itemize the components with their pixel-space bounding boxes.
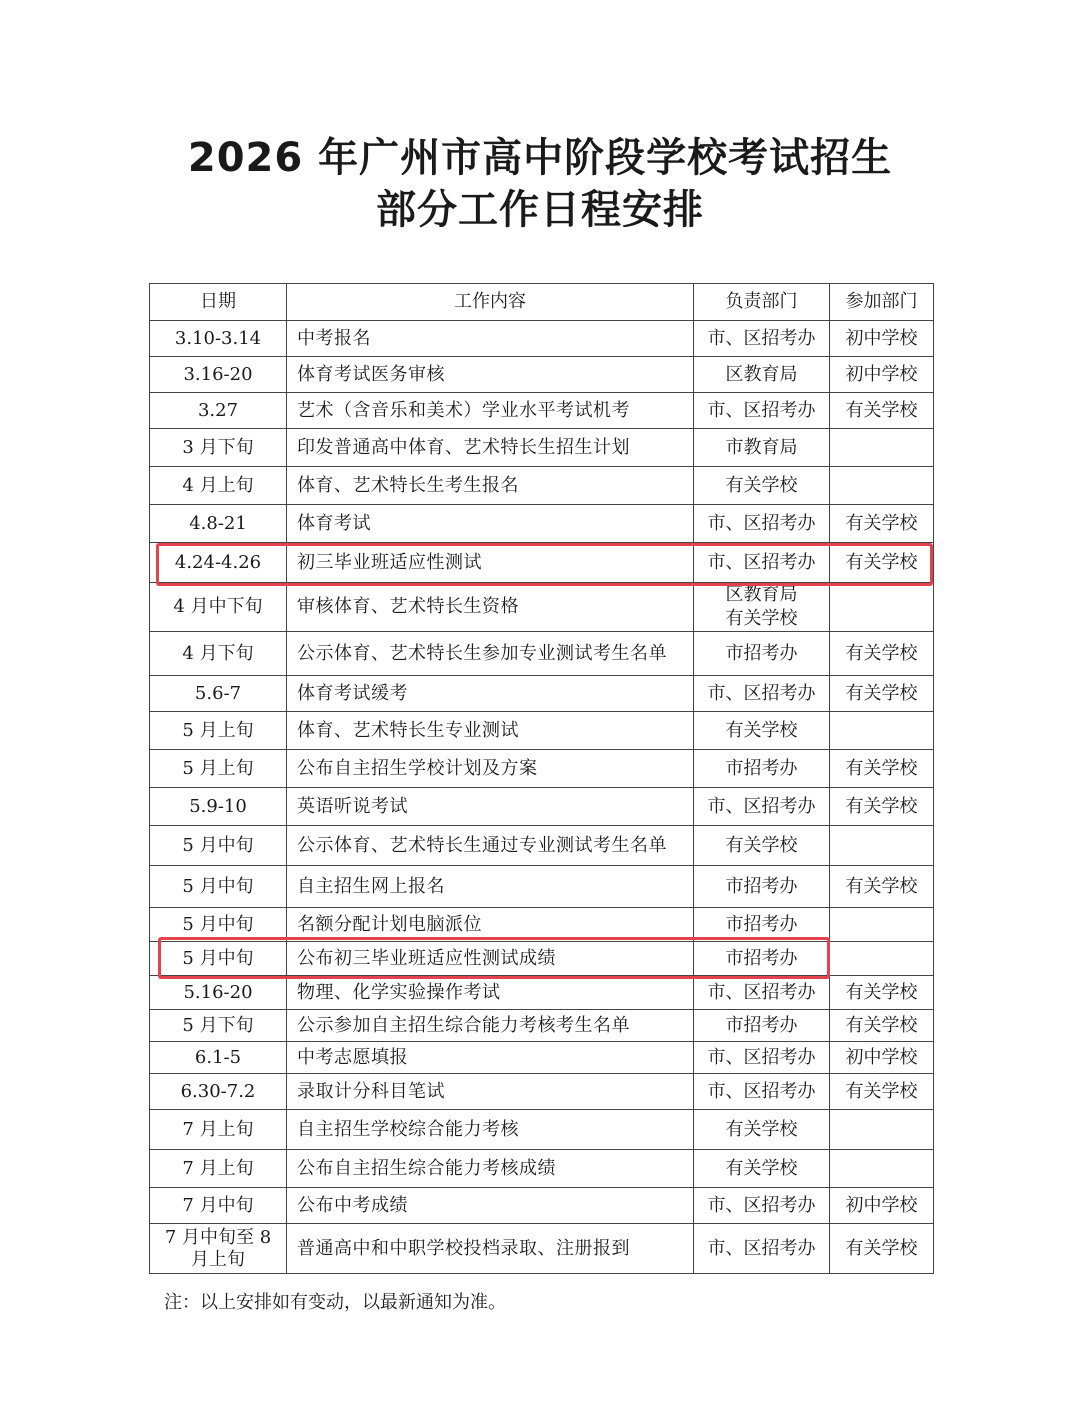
table-row	[150, 393, 934, 429]
row-responsible-dept	[694, 942, 830, 976]
dept-line: 市、区招考办	[707, 795, 816, 817]
table-row	[150, 750, 934, 788]
row-date: 5 月下旬	[150, 1010, 287, 1042]
row-responsible-dept	[694, 1010, 830, 1042]
table-row	[150, 976, 934, 1010]
table-row	[150, 1224, 934, 1274]
row-participating-dept: 有关学校	[830, 393, 934, 429]
row-responsible-dept	[694, 321, 830, 357]
row-participating-dept	[830, 429, 934, 467]
row-date: 3.27	[150, 393, 287, 429]
dept-line: 有关学校	[725, 474, 798, 496]
row-content: 初三毕业班适应性测试	[287, 543, 694, 583]
row-responsible-dept	[694, 676, 830, 712]
row-content: 物理、化学实验操作考试	[287, 976, 694, 1010]
document-title	[0, 132, 1080, 236]
table-row	[150, 788, 934, 826]
row-content: 公布自主招生综合能力考核成绩	[287, 1150, 694, 1188]
table-row	[150, 908, 934, 942]
dept-line: 市、区招考办	[707, 1194, 816, 1216]
row-participating-dept: 有关学校	[830, 788, 934, 826]
header-content: 工作内容	[287, 284, 694, 321]
row-content: 公布自主招生学校计划及方案	[287, 750, 694, 788]
table-row	[150, 467, 934, 505]
row-content: 自主招生学校综合能力考核	[287, 1110, 694, 1150]
row-content: 公示体育、艺术特长生通过专业测试考生名单	[287, 826, 694, 866]
dept-line: 有关学校	[725, 1118, 798, 1140]
header-participants: 参加部门	[830, 284, 934, 321]
row-participating-dept: 有关学校	[830, 1074, 934, 1110]
row-content: 公布初三毕业班适应性测试成绩	[287, 942, 694, 976]
row-date: 5 月中旬	[150, 826, 287, 866]
dept-line: 市招考办	[725, 1014, 798, 1036]
row-responsible-dept	[694, 866, 830, 908]
row-participating-dept: 有关学校	[830, 505, 934, 543]
dept-line: 市、区招考办	[707, 1237, 816, 1259]
dept-line: 区教育局	[725, 584, 798, 605]
dept-line: 区教育局	[725, 363, 798, 385]
row-date: 4 月中下旬	[150, 583, 287, 632]
dept-line: 市教育局	[725, 436, 798, 458]
dept-line: 市招考办	[725, 875, 798, 897]
dept-line: 市、区招考办	[707, 682, 816, 704]
dept-line: 市招考办	[725, 947, 798, 969]
dept-line: 有关学校	[725, 834, 798, 856]
dept-line: 市、区招考办	[707, 399, 816, 421]
table-row	[150, 826, 934, 866]
row-date: 7 月中旬	[150, 1188, 287, 1224]
row-content: 体育考试缓考	[287, 676, 694, 712]
row-date: 5 月中旬	[150, 866, 287, 908]
row-participating-dept: 有关学校	[830, 1224, 934, 1274]
header-date: 日期	[150, 284, 287, 321]
row-content: 普通高中和中职学校投档录取、注册报到	[287, 1224, 694, 1274]
row-responsible-dept	[694, 583, 830, 632]
table-row	[150, 866, 934, 908]
row-date: 3 月下旬	[150, 429, 287, 467]
row-responsible-dept	[694, 632, 830, 676]
dept-line: 有关学校	[725, 1157, 798, 1179]
title-line-2: 部分工作日程安排	[376, 187, 704, 233]
row-participating-dept: 初中学校	[830, 321, 934, 357]
row-participating-dept: 有关学校	[830, 543, 934, 583]
row-content: 体育、艺术特长生专业测试	[287, 712, 694, 750]
row-content: 体育考试医务审核	[287, 357, 694, 393]
row-responsible-dept	[694, 505, 830, 543]
table-row	[150, 321, 934, 357]
row-responsible-dept	[694, 1150, 830, 1188]
row-date: 6.30-7.2	[150, 1074, 287, 1110]
dept-line: 市、区招考办	[707, 512, 816, 534]
row-participating-dept	[830, 1110, 934, 1150]
row-date: 3.16-20	[150, 357, 287, 393]
row-responsible-dept	[694, 467, 830, 505]
dept-line: 市、区招考办	[707, 1046, 816, 1068]
dept-line: 有关学校	[725, 608, 798, 629]
row-participating-dept: 有关学校	[830, 1010, 934, 1042]
row-responsible-dept	[694, 908, 830, 942]
row-content: 体育、艺术特长生考生报名	[287, 467, 694, 505]
header-dept: 负责部门	[694, 284, 830, 321]
table-row	[150, 583, 934, 632]
table-row	[150, 1110, 934, 1150]
row-participating-dept: 有关学校	[830, 632, 934, 676]
row-responsible-dept	[694, 429, 830, 467]
row-responsible-dept	[694, 750, 830, 788]
footnote: 注：以上安排如有变动，以最新通知为准。	[164, 1292, 506, 1313]
row-date: 5.16-20	[150, 976, 287, 1010]
row-content: 录取计分科目笔试	[287, 1074, 694, 1110]
title-line-1: 2026 年广州市高中阶段学校考试招生	[187, 135, 893, 181]
row-responsible-dept	[694, 393, 830, 429]
row-date: 7 月上旬	[150, 1150, 287, 1188]
table-row	[150, 676, 934, 712]
row-content: 体育考试	[287, 505, 694, 543]
row-participating-dept: 初中学校	[830, 1042, 934, 1074]
table-body	[150, 321, 934, 1274]
row-participating-dept: 初中学校	[830, 1188, 934, 1224]
table-row	[150, 429, 934, 467]
row-date: 5 月中旬	[150, 942, 287, 976]
row-participating-dept	[830, 826, 934, 866]
row-responsible-dept	[694, 712, 830, 750]
row-date: 7 月上旬	[150, 1110, 287, 1150]
row-responsible-dept	[694, 357, 830, 393]
row-content: 公示体育、艺术特长生参加专业测试考生名单	[287, 632, 694, 676]
row-content: 中考志愿填报	[287, 1042, 694, 1074]
row-responsible-dept	[694, 1042, 830, 1074]
dept-line: 市、区招考办	[707, 981, 816, 1003]
row-responsible-dept	[694, 1188, 830, 1224]
row-date: 5.6-7	[150, 676, 287, 712]
dept-line: 市、区招考办	[707, 1080, 816, 1102]
schedule-table	[149, 283, 934, 1274]
row-content: 名额分配计划电脑派位	[287, 908, 694, 942]
row-responsible-dept	[694, 826, 830, 866]
dept-line: 市、区招考办	[707, 327, 816, 349]
row-content: 中考报名	[287, 321, 694, 357]
row-date: 4 月下旬	[150, 632, 287, 676]
row-participating-dept: 有关学校	[830, 976, 934, 1010]
row-responsible-dept	[694, 1110, 830, 1150]
table-header-row	[150, 284, 934, 321]
row-content: 公布中考成绩	[287, 1188, 694, 1224]
table-row	[150, 1188, 934, 1224]
row-content: 艺术（含音乐和美术）学业水平考试机考	[287, 393, 694, 429]
row-content: 公示参加自主招生综合能力考核考生名单	[287, 1010, 694, 1042]
dept-line: 市、区招考办	[707, 551, 816, 573]
table-row	[150, 543, 934, 583]
dept-line: 市招考办	[725, 642, 798, 664]
dept-line: 市招考办	[725, 757, 798, 779]
row-content: 自主招生网上报名	[287, 866, 694, 908]
row-responsible-dept	[694, 1074, 830, 1110]
row-participating-dept	[830, 1150, 934, 1188]
table-row	[150, 632, 934, 676]
row-participating-dept	[830, 908, 934, 942]
row-responsible-dept	[694, 1224, 830, 1274]
table-row	[150, 1074, 934, 1110]
row-date: 7 月中旬至 8 月上旬	[150, 1224, 287, 1274]
table-row	[150, 712, 934, 750]
row-content: 英语听说考试	[287, 788, 694, 826]
row-date: 6.1-5	[150, 1042, 287, 1074]
row-date: 4.24-4.26	[150, 543, 287, 583]
row-participating-dept: 有关学校	[830, 750, 934, 788]
table-row	[150, 942, 934, 976]
dept-line: 有关学校	[725, 719, 798, 741]
row-participating-dept	[830, 583, 934, 632]
table-row	[150, 1042, 934, 1074]
row-participating-dept	[830, 712, 934, 750]
row-content: 审核体育、艺术特长生资格	[287, 583, 694, 632]
row-responsible-dept	[694, 976, 830, 1010]
row-date: 4.8-21	[150, 505, 287, 543]
table-row	[150, 1150, 934, 1188]
row-responsible-dept	[694, 543, 830, 583]
row-date: 3.10-3.14	[150, 321, 287, 357]
dept-line: 市招考办	[725, 913, 798, 935]
row-date: 5.9-10	[150, 788, 287, 826]
row-responsible-dept	[694, 788, 830, 826]
row-participating-dept: 有关学校	[830, 866, 934, 908]
row-date: 5 月上旬	[150, 712, 287, 750]
row-participating-dept	[830, 467, 934, 505]
row-content: 印发普通高中体育、艺术特长生招生计划	[287, 429, 694, 467]
row-participating-dept	[830, 942, 934, 976]
row-date: 5 月上旬	[150, 750, 287, 788]
table-row	[150, 357, 934, 393]
table-row	[150, 505, 934, 543]
row-participating-dept: 初中学校	[830, 357, 934, 393]
row-participating-dept: 有关学校	[830, 676, 934, 712]
row-date: 4 月上旬	[150, 467, 287, 505]
table-row	[150, 1010, 934, 1042]
row-date: 5 月中旬	[150, 908, 287, 942]
